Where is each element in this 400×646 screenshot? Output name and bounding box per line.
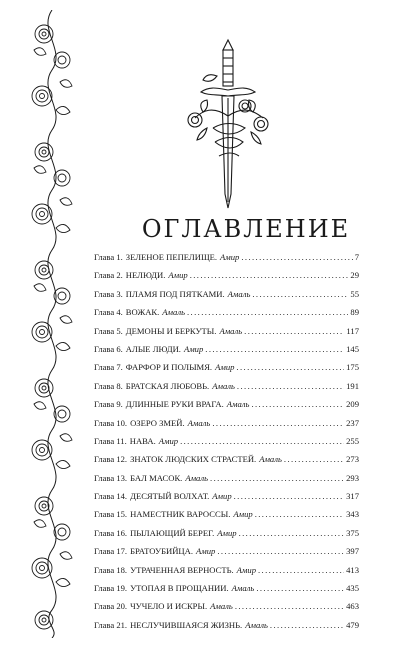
- toc-entry: [94, 289, 359, 307]
- dot-leader: [236, 362, 344, 372]
- chapter-narrator: Амаль: [226, 399, 250, 410]
- chapter-narrator: Амаль: [212, 380, 235, 391]
- chapter-narrator: Амаль: [185, 472, 209, 483]
- chapter-number: Глава 19.: [94, 583, 128, 594]
- dot-leader: [205, 344, 344, 354]
- page-number: 255: [346, 435, 359, 446]
- toc-entry: [94, 565, 359, 583]
- toc-entry: [94, 491, 359, 509]
- page-number: 55: [350, 288, 359, 299]
- dot-leader: [234, 491, 344, 501]
- chapter-narrator: Амаль: [187, 417, 211, 428]
- page-number: 209: [346, 399, 359, 410]
- toc-heading: ОГЛАВЛЕНИЕ: [141, 215, 351, 243]
- page-number: 191: [346, 380, 359, 391]
- chapter-number: Глава 13.: [94, 472, 128, 483]
- chapter-title: БАЛ МАСОК.: [130, 472, 183, 483]
- chapter-narrator: Амир: [215, 362, 235, 373]
- toc-entry: [94, 620, 359, 638]
- chapter-number: Глава 6.: [94, 343, 123, 354]
- dot-leader: [239, 528, 345, 538]
- chapter-title: БРАТСКАЯ ЛЮБОВЬ.: [125, 380, 210, 391]
- chapter-title: НАВА.: [129, 435, 156, 446]
- rose-dagger-emblem-icon: [183, 36, 273, 216]
- chapter-narrator: Амир: [168, 270, 188, 281]
- page-number: 293: [346, 472, 359, 483]
- chapter-number: Глава 18.: [94, 564, 128, 575]
- dot-leader: [270, 620, 344, 630]
- toc-entry: [94, 418, 359, 436]
- toc-entry: [94, 601, 359, 619]
- chapter-narrator: Амир: [158, 435, 179, 446]
- chapter-number: Глава 9.: [94, 399, 123, 410]
- chapter-number: Глава 11.: [94, 435, 127, 446]
- chapter-narrator: Амаль: [210, 601, 233, 612]
- chapter-narrator: Амир: [220, 252, 240, 262]
- chapter-title: УТРАЧЕННАЯ ВЕРНОСТЬ.: [130, 564, 234, 575]
- page-number: 175: [346, 362, 359, 373]
- page-number: 117: [346, 325, 359, 336]
- chapter-narrator: Амаль: [219, 325, 243, 336]
- chapter-number: Глава 1.: [94, 252, 123, 262]
- chapter-title: ПЫЛАЮЩИЙ БЕРЕГ.: [130, 527, 215, 538]
- toc-entry: [94, 546, 359, 564]
- chapter-narrator: Амаль: [245, 619, 268, 630]
- chapter-title: ЧУЧЕЛО И ИСКРЫ.: [130, 601, 208, 612]
- page-number: 317: [346, 491, 359, 502]
- chapter-number: Глава 10.: [94, 417, 128, 428]
- toc-entry: [94, 270, 359, 288]
- chapter-number: Глава 4.: [94, 307, 123, 318]
- chapter-title: НЕСЛУЧИВШАЯСЯ ЖИЗНЬ.: [130, 619, 243, 630]
- toc-entry: [94, 454, 359, 472]
- dot-leader: [258, 565, 344, 575]
- chapter-title: ДЕСЯТЫЙ ВОЛХАТ.: [130, 491, 210, 502]
- chapter-number: Глава 15.: [94, 509, 128, 520]
- chapter-narrator: Амир: [196, 546, 216, 557]
- page-number: 397: [346, 546, 359, 557]
- chapter-number: Глава 2.: [94, 270, 123, 281]
- chapter-number: Глава 17.: [94, 546, 128, 557]
- chapter-narrator: Амаль: [162, 307, 185, 318]
- toc-entry: [94, 326, 359, 344]
- chapter-title: ВОЖАК.: [125, 307, 160, 318]
- dot-leader: [180, 436, 344, 446]
- chapter-title: БРАТОУБИЙЦА.: [130, 546, 193, 557]
- page-number: 145: [346, 343, 359, 354]
- page-number: 435: [346, 583, 359, 594]
- dot-leader: [284, 454, 344, 464]
- chapter-number: Глава 16.: [94, 527, 128, 538]
- chapter-number: Глава 20.: [94, 601, 128, 612]
- chapter-title: НАМЕСТНИК ВАРОССЫ.: [130, 509, 231, 520]
- dot-leader: [212, 418, 344, 428]
- chapter-number: Глава 14.: [94, 491, 128, 502]
- dot-leader: [190, 270, 349, 280]
- toc-entry: [94, 436, 359, 454]
- chapter-narrator: Амир: [233, 509, 253, 520]
- chapter-narrator: Амир: [183, 343, 204, 354]
- dot-leader: [252, 289, 348, 299]
- toc-entry: [94, 528, 359, 546]
- toc-entry: [94, 399, 359, 417]
- chapter-number: Глава 12.: [94, 454, 128, 465]
- chapter-title: НЕЛЮДИ.: [125, 270, 166, 281]
- page-number: 343: [346, 509, 359, 520]
- chapter-number: Глава 8.: [94, 380, 123, 391]
- page-number: 463: [346, 601, 359, 612]
- dot-leader: [217, 546, 344, 556]
- floral-border-icon: [30, 10, 74, 638]
- chapter-narrator: Амаль: [231, 583, 255, 594]
- page-number: 29: [350, 270, 359, 281]
- dot-leader: [256, 583, 344, 593]
- chapter-title: ЗНАТОК ЛЮДСКИХ СТРАСТЕЙ.: [130, 454, 257, 465]
- dot-leader: [251, 399, 344, 409]
- toc-entry: [94, 509, 359, 527]
- chapter-number: Глава 7.: [94, 362, 123, 373]
- chapter-narrator: Амир: [212, 491, 232, 502]
- chapter-title: ФАРФОР И ПОЛЫМЯ.: [125, 362, 213, 373]
- dot-leader: [241, 252, 352, 262]
- dot-leader: [210, 473, 344, 483]
- toc-entry: [94, 307, 359, 325]
- chapter-title: ДЛИННЫЕ РУКИ ВРАГА.: [125, 399, 224, 410]
- dot-leader: [237, 381, 344, 391]
- chapter-narrator: Амир: [217, 527, 237, 538]
- dot-leader: [187, 307, 348, 317]
- toc-entry: [94, 583, 359, 601]
- toc-list: [94, 252, 359, 638]
- chapter-narrator: Амаль: [259, 454, 282, 465]
- chapter-number: Глава 3.: [94, 288, 123, 299]
- chapter-title: ДЕМОНЫ И БЕРКУТЫ.: [125, 325, 217, 336]
- chapter-title: ЗЕЛЕНОЕ ПЕПЕЛИЩЕ.: [125, 252, 218, 262]
- chapter-narrator: Амаль: [227, 288, 251, 299]
- page-number: 7: [354, 252, 359, 262]
- page-number: 413: [346, 564, 359, 575]
- chapter-title: УТОПАЯ В ПРОЩАНИИ.: [130, 583, 229, 594]
- page-number: 273: [346, 454, 359, 465]
- dot-leader: [255, 509, 344, 519]
- dot-leader: [235, 601, 344, 611]
- toc-entry: [94, 252, 359, 270]
- page-number: 375: [346, 527, 359, 538]
- chapter-number: Глава 5.: [94, 325, 123, 336]
- page-number: 89: [350, 307, 359, 318]
- chapter-title: ОЗЕРО ЗМЕЙ.: [130, 417, 185, 428]
- chapter-title: АЛЫЕ ЛЮДИ.: [125, 343, 181, 354]
- page-number: 479: [346, 619, 359, 630]
- dot-leader: [244, 326, 344, 336]
- toc-entry: [94, 362, 359, 380]
- chapter-title: ПЛАМЯ ПОД ПЯТКАМИ.: [125, 288, 225, 299]
- chapter-narrator: Амир: [236, 564, 256, 575]
- chapter-number: Глава 21.: [94, 619, 128, 630]
- toc-entry: [94, 381, 359, 399]
- toc-entry: [94, 344, 359, 362]
- page-number: 237: [346, 417, 359, 428]
- toc-entry: [94, 473, 359, 491]
